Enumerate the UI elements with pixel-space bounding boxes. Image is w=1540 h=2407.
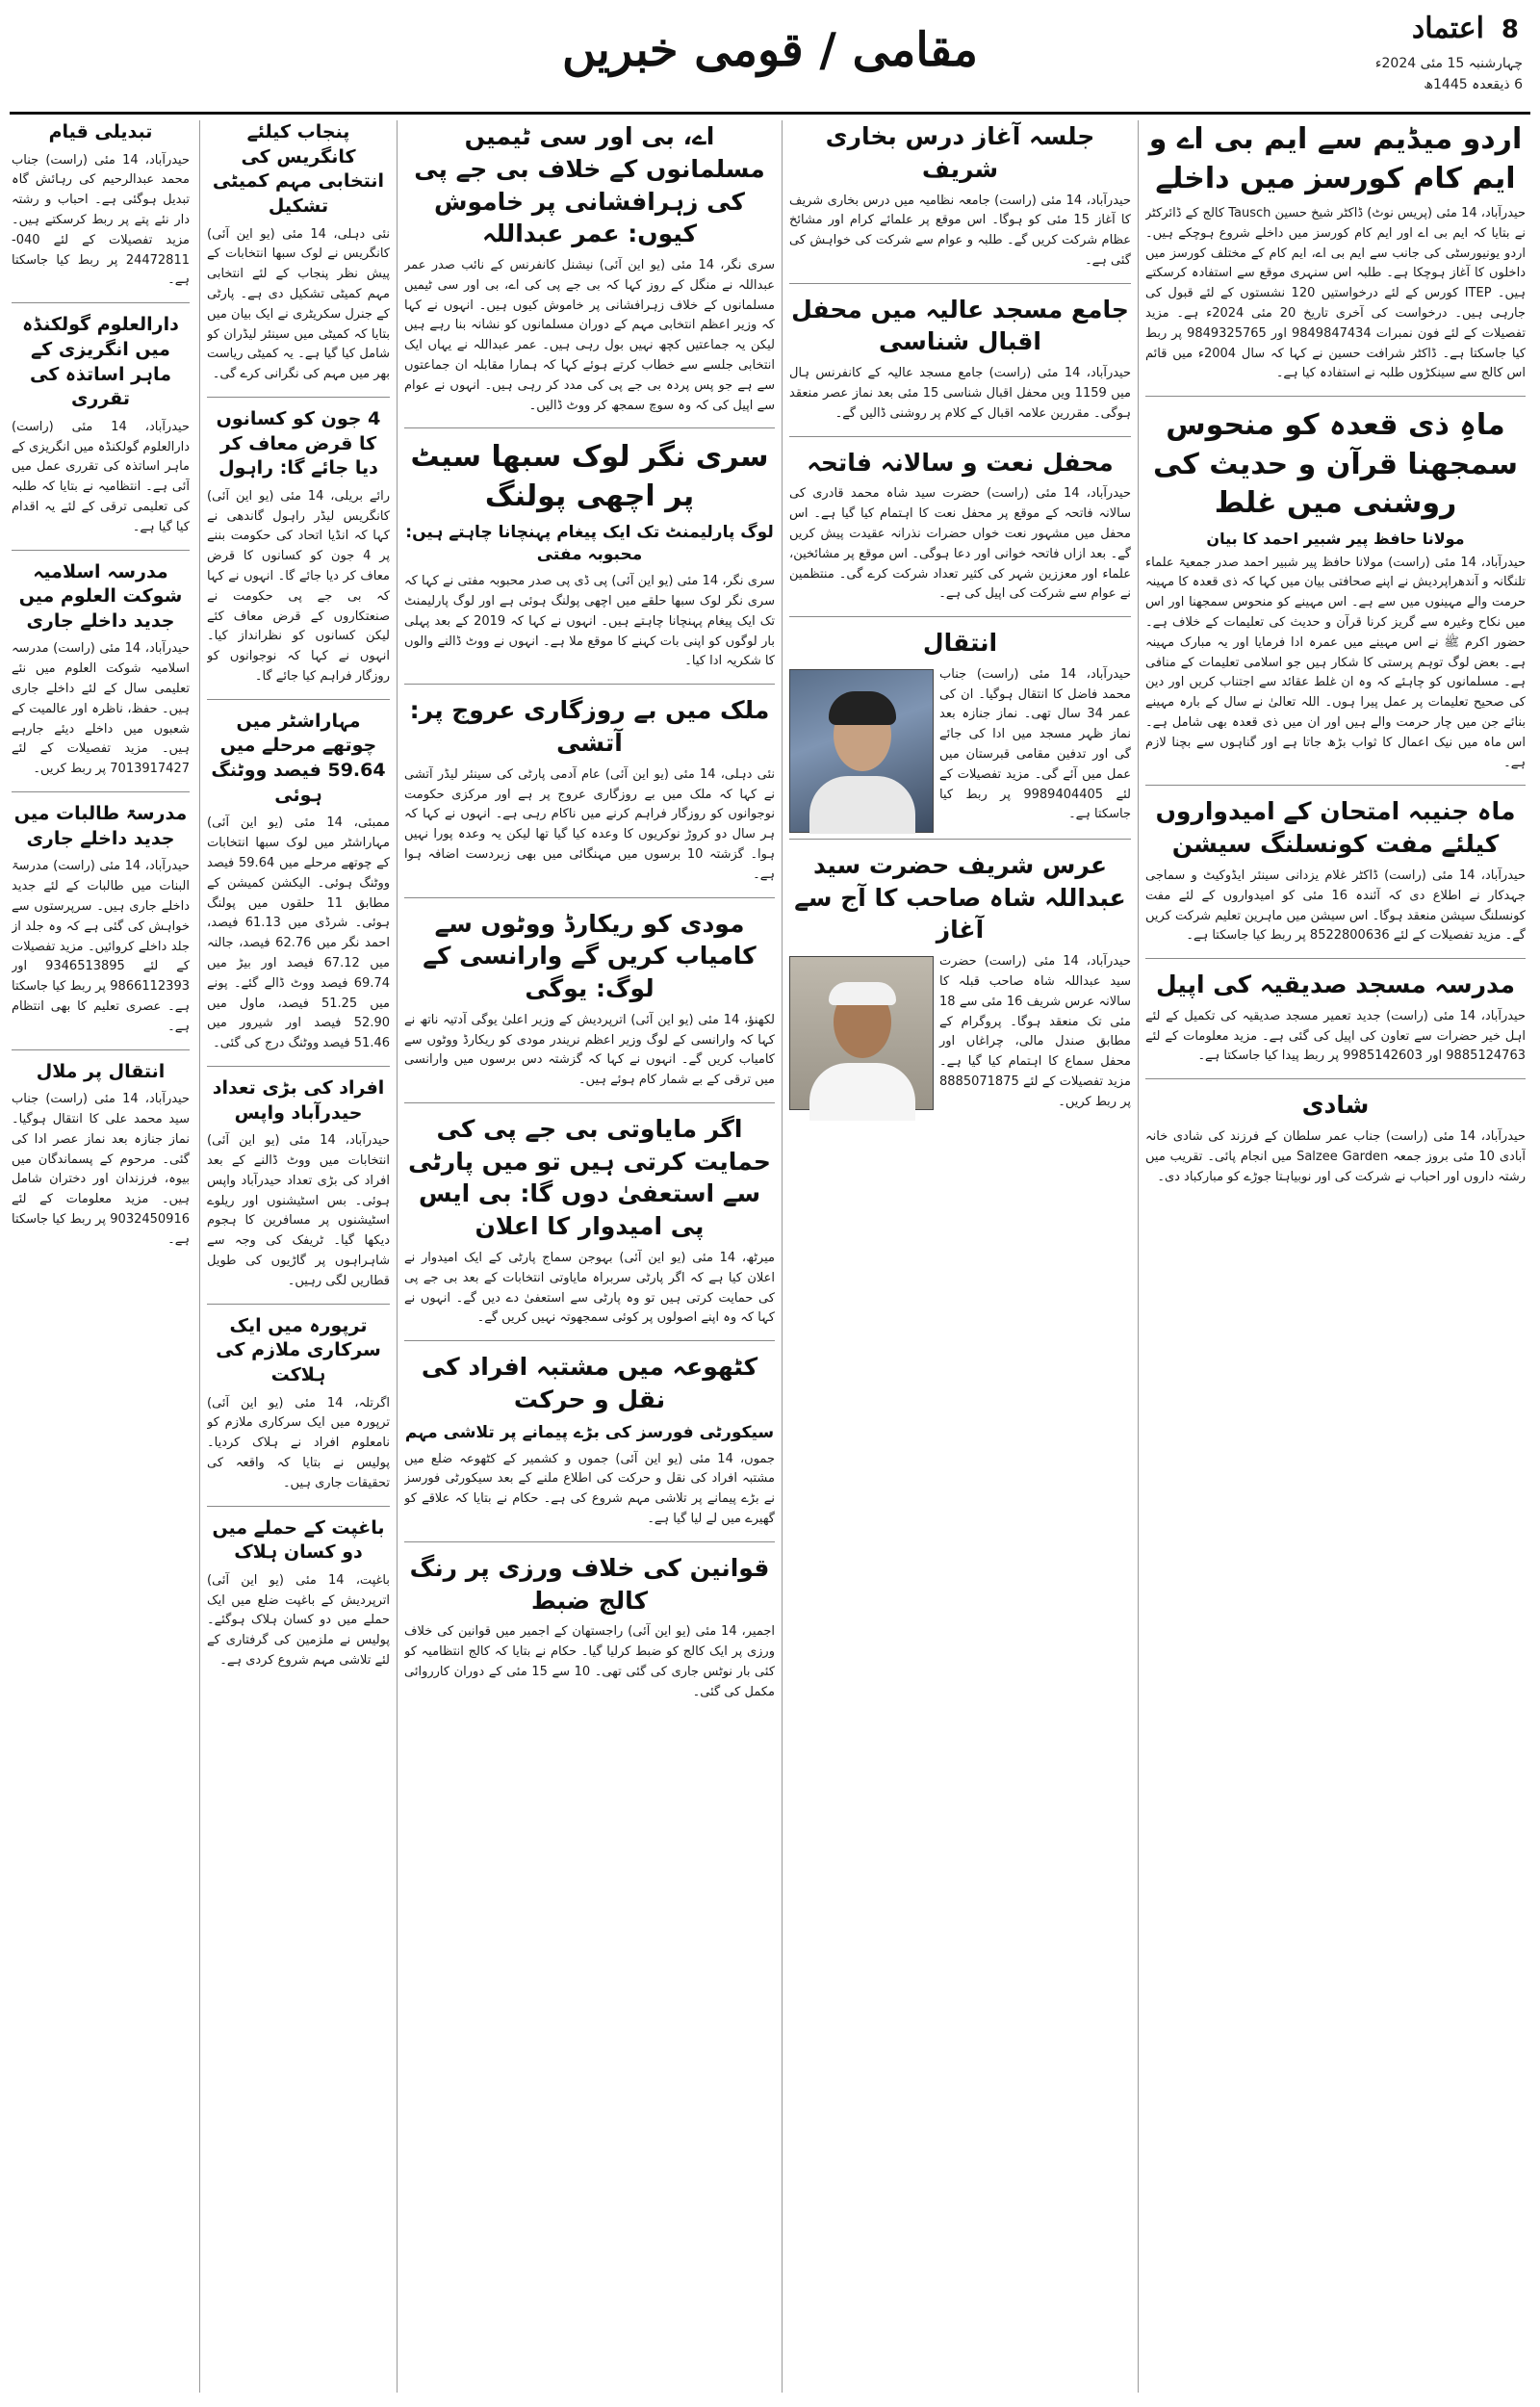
article-headline: انتقال — [922, 629, 998, 658]
article — [404, 1552, 775, 1703]
divider — [12, 550, 190, 551]
article-body: لکھنؤ، 14 مئی (یو این آئی) اترپردیش کے وزیر اعلیٰ یوگی آدتیہ ناتھ نے کہا کہ وارانسی کے لوگ وزیر اعظم نریندر مودی کو ریکارڈ ووٹوں سے کامیاب کریں گے۔ انہوں نے کہا کہ گزشتہ دس برسوں میں وارانسی میں ترقی کے بے شمار کام ہوئے ہیں۔ — [404, 1012, 775, 1088]
divider — [404, 897, 775, 898]
column-2 — [789, 120, 1131, 1124]
article-body: حیدرآباد، 14 مئی (راست) مدرسہ اسلامیہ شوکت العلوم میں نئے تعلیمی سال کے لئے داخلے جاری ہیں۔ حفظ، ناظرہ اور عالمیت کے شعبوں میں داخلے دیئے جارہے ہیں۔ مزید تفصیلات کے لئے 7013917427 پر ربط کریں۔ — [12, 641, 190, 777]
article-headline: انتقال پر ملال — [36, 1060, 166, 1082]
masthead-rule — [10, 112, 1530, 115]
article — [1145, 120, 1526, 384]
column-rule — [199, 120, 200, 2393]
photo-figure-hair — [829, 982, 896, 1005]
date-hijri: 6 ذیقعدہ 1445ھ — [1424, 77, 1523, 92]
article-body: جموں، 14 مئی (یو این آئی) جموں و کشمیر کے کٹھوعہ ضلع میں مشتبہ افراد کی نقل و حرکت کی اطلاع ملنے کے بعد سیکورٹی فورسز نے بڑے پیمانے پر تلاشی مہم شروع کی ہے۔ حکام نے بتایا کہ علاقے کو گھیرے میں لے لیا گیا ہے۔ — [404, 1451, 775, 1526]
article — [207, 407, 390, 687]
article — [404, 120, 775, 416]
article-headline: 4 جون کو کسانوں کا قرض معاف کر دیا جائے گا: راہول — [216, 407, 381, 479]
divider — [789, 839, 1131, 840]
article-headline: مہاراشٹر میں چوتھے مرحلے میں 59.64 فیصد ووٹنگ ہوئی — [211, 710, 386, 806]
article-body: حیدرآباد، 14 مئی (راست) ڈاکٹر غلام یزدانی سینئر ایڈوکیٹ و سماجی جہدکار نے اطلاع دی کہ آئندہ 16 مئی کو امیدواروں کے لئے مفت کونسلنگ سیشن منعقد ہوگا۔ اس سیشن میں ماہرین تعلیم شرکت کریں گے۔ مزید تفصیلات کے لئے 8522800636 پر ربط کیا جاسکتا ہے۔ — [1145, 867, 1526, 944]
urs-photo — [789, 956, 934, 1110]
divider — [1145, 1078, 1526, 1079]
article — [207, 1314, 390, 1494]
article-body: رائے بریلی، 14 مئی (یو این آئی) کانگریس لیڈر راہول گاندھی نے کہا کہ انڈیا اتحاد کی حکومت بننے پر 4 جون کو کسانوں کا قرض معاف کر دیا جائے گا۔ انہوں نے کہا کہ بی جے پی حکومت نے صنعتکاروں کے قرض معاف کئے لیکن کسانوں کو نظرانداز کیا۔ انہوں نے کہا کہ نوجوانوں کو روزگار فراہم کیا جائے گا۔ — [207, 488, 390, 685]
divider — [789, 283, 1131, 284]
article-body: سری نگر، 14 مئی (یو این آئی) پی ڈی پی صدر محبوبہ مفتی نے کہا کہ سری نگر لوک سبھا حلقے میں اچھی پولنگ ہوئی ہے اور لوگ پارلیمنٹ تک ایک پیغام پہنچانا چاہتے ہیں۔ انہوں نے کہا کہ 2019 کے بعد پہلی بار لوگوں کو اپنی بات کہنے کا موقع ملا ہے۔ انہوں نے ووٹ ڈالنے والوں کا شکریہ ادا کیا۔ — [404, 574, 775, 669]
date-gregorian: چہارشنبہ 15 مئی 2024ء — [1374, 56, 1523, 71]
article — [1145, 1089, 1526, 1187]
article-headline: اے، بی اور سی ٹیمیں مسلمانوں کے خلاف بی جے پی کی زہرافشانی پر خاموش کیوں: عمر عبداللہ — [414, 122, 765, 248]
article-headline: جلسہ آغاز درس بخاری شریف — [825, 122, 1095, 183]
article-subhead: لوگ پارلیمنٹ تک ایک پیغام پہنچانا چاہتے ہیں: محبوبہ مفتی — [405, 523, 774, 565]
masthead — [10, 10, 1530, 116]
article-headline: دارالعلوم گولکنڈہ میں انگریزی کے ماہر اساتذہ کی تقرری — [22, 314, 179, 410]
article — [789, 627, 1131, 825]
article-headline: محفل نعت و سالانہ فاتحہ — [807, 448, 1114, 477]
article — [12, 802, 190, 1037]
article-body: نئی دہلی، 14 مئی (یو این آئی) کانگریس نے لوک سبھا انتخابات کے پیش نظر پنجاب کے لئے انتخابی مہم کمیٹی تشکیل دی ہے۔ پارٹی کے جنرل سکریٹری نے ایک بیان میں بتایا کہ کمیٹی میں سینئر لیڈران کو شامل کیا گیا ہے۔ یہ کمیٹی ریاست بھر میں مہم کی نگرانی کرے گی۔ — [207, 226, 390, 382]
article-body: حیدرآباد، 14 مئی (پریس نوٹ) ڈاکٹر شیخ حسین Tausch کالج کے ڈائرکٹر نے بتایا کہ ایم بی اے اور ایم کام کورسز میں داخلے شروع ہوچکے ہیں۔ اردو یونیورسٹی کی جانب سے ایم بی اے، ایم کام کے مختلف کورسز میں داخلوں کا آغاز ہوچکا ہے۔ طلبہ اس سنہری موقع سے استفادہ کرسکتے ہیں۔ ITEP کورس کے لئے درخواستیں 120 نشستوں کے لئے قبول کی جارہی ہیں۔ درخواست کی آخری تاریخ 20 مئی 2024ء ہے۔ مزید تفصیلات کے لئے فون نمبرات 9849847434 اور 9849325765 پر ربط کیا جاسکتا ہے۔ ڈاکٹر شرافت حسین نے کہا کہ سال 2004ء میں قائم اس کالج سے سینکڑوں طلبہ نے استفادہ کیا ہے۔ — [1145, 206, 1526, 381]
article-body: میرٹھ، 14 مئی (یو این آئی) بہوجن سماج پارٹی کے ایک امیدوار نے اعلان کیا ہے کہ اگر پارٹی سربراہ مایاوتی انتخابات کے بعد بی جے پی کی حمایت کرتی ہیں تو وہ پارٹی سے استعفیٰ دے دیں گے۔ انہوں نے کہا کہ وہ اپنے اصولوں پر کوئی سمجھوتہ نہیں کریں گے۔ — [404, 1250, 775, 1326]
article — [789, 447, 1131, 606]
article-headline: باغپت کے حملے میں دو کسان ہلاک — [212, 1516, 385, 1564]
article — [207, 1516, 390, 1671]
article-body: حیدرآباد، 14 مئی (راست) جناب عمر سلطان کے فرزند کی شادی خانہ آبادی 10 مئی بروز جمعہ Salzee Garden میں انجام پائی۔ تقریب میں رشتہ داروں اور احباب نے شرکت کی اور نوبیاہتا جوڑے کو مبارکباد دی۔ — [1145, 1129, 1526, 1184]
article-headline: ماہِ ذی قعدہ کو منحوس سمجھنا قرآن و حدیث کی روشنی میں غلط — [1153, 408, 1518, 521]
article-headline: مدرسہ مسجد صدیقیہ کی اپیل — [1156, 971, 1515, 999]
article — [789, 294, 1131, 425]
article-headline: اگر مایاوتی بی جے پی کی حمایت کرتی ہیں تو میں پارٹی سے استعفیٰ دوں گا: بی ایس پی امیدوار کا اعلان — [408, 1114, 771, 1241]
article-byline: مولانا حافظ پیر شبیر احمد کا بیان — [1206, 529, 1465, 548]
divider — [789, 436, 1131, 437]
article-body: ممبئی، 14 مئی (یو این آئی) مہاراشٹر میں لوک سبھا انتخابات کے چوتھے مرحلے میں 59.64 فیصد ووٹنگ ہوئی۔ الیکشن کمیشن کے مطابق 11 حلقوں میں پولنگ ہوئی۔ شرڈی میں 61.13 فیصد، احمد نگر میں 62.76 فیصد، جالنہ میں 67.12 فیصد اور بیڑ میں 69.74 فیصد ووٹ ڈالے گئے۔ پونے میں 51.25 فیصد، ماول میں 52.90 فیصد اور شیرور میں 51.46 فیصد ووٹنگ درج کی گئی۔ — [207, 815, 390, 1051]
article — [207, 710, 390, 1054]
article-body: سری نگر، 14 مئی (یو این آئی) نیشنل کانفرنس کے نائب صدر عمر عبداللہ نے منگل کے روز کہا کہ بی جے پی کی اے، بی اور سی ٹیمیں مسلمانوں کے خلاف زہرافشانی پر خاموش کیوں ہیں۔ انہوں نے کہا کہ وزیر اعظم انتخابی مہم کے دوران مسلمانوں کو نشانہ بنا رہے ہیں لیکن یہ جماعتیں کچھ نہیں بول رہی ہیں۔ عمر عبداللہ نے یہاں ایک انتخابی جلسے سے خطاب کرتے ہوئے کہا کہ ہمارا مقابلہ ان جماعتوں سے ہے جو پس پردہ بی جے پی کی مدد کر رہی ہیں۔ انہوں نے عوام سے اپیل کی کہ وہ سوچ سمجھ کر ووٹ ڈالیں۔ — [404, 258, 775, 413]
article-headline: اردو میڈیم سے ایم بی اے و ایم کام کورسز میں داخلے — [1148, 122, 1523, 195]
article-body: حیدرآباد، 14 مئی (راست) جناب محمد فاضل کا انتقال ہوگیا۔ ان کی عمر 34 سال تھی۔ نماز جنازہ بعد نماز ظہر مسجد میں ادا کی جائے گی اور تدفین مقامی قبرستان میں عمل میں آئے گی۔ مزید تفصیلات کے لئے 9989404405 پر ربط کیا جاسکتا ہے۔ — [939, 666, 1131, 822]
column-4 — [207, 120, 390, 1683]
section-title: مقامی / قومی خبریں — [562, 23, 978, 77]
article-headline: کٹھوعہ میں مشتبہ افراد کی نقل و حرکت — [421, 1353, 758, 1413]
article-subhead: سیکورٹی فورسز کی بڑے پیمانے پر تلاشی مہم — [404, 1422, 775, 1442]
article-body: حیدرآباد، 14 مئی (راست) مدرسۃ البنات میں طالبات کے لئے جدید داخلے جاری ہیں۔ سرپرستوں سے خواہش کی گئی ہے کہ وہ جلد از جلد داخلے کروائیں۔ مزید تفصیلات کے لئے 9346513895 اور 9866112393 پر ربط کیا جاسکتا ہے۔ عصری تعلیم کا بھی انتظام ہے۔ — [12, 859, 190, 1034]
divider — [404, 684, 775, 685]
article-headline: مدرسۃ طالبات میں جدید داخلے جاری — [13, 803, 188, 849]
article — [404, 908, 775, 1091]
divider — [12, 302, 190, 303]
article-headline: پنجاب کیلئے کانگریس کی انتخابی مہم کمیٹی تشکیل — [212, 121, 385, 217]
article-headline: مودی کو ریکارڈ ووٹوں سے کامیاب کریں گے وارانسی کے لوگ: یوگی — [423, 909, 757, 1003]
photo-figure-shirt — [809, 1063, 915, 1121]
article-headline: جامع مسجد عالیہ میں محفل اقبال شناسی — [791, 295, 1129, 356]
divider — [207, 1506, 390, 1507]
article — [789, 849, 1131, 1113]
article — [404, 1351, 775, 1530]
article — [207, 1076, 390, 1292]
obituary-photo — [789, 669, 934, 833]
divider — [404, 427, 775, 428]
divider — [12, 1049, 190, 1050]
article-body: حیدرآباد، 14 مئی (راست) حضرت سید شاہ محمد قادری کی سالانہ فاتحہ کے موقع پر محفل نعت کا اہتمام کیا گیا ہے۔ اس محفل میں مشہور نعت خواں حضرات نذرانہ عقیدت پیش کریں گے۔ بعد ازاں فاتحہ خوانی اور دعا ہوگی۔ اس موقع پر مشائخین، علماء اور معززین شہر کی کثیر تعداد شرکت کرے گی۔ منتظمین نے عوام سے شرکت کی اپیل کی ہے۔ — [789, 486, 1131, 602]
article-body: حیدرآباد، 14 مئی (راست) جامع مسجد عالیہ کے کانفرنس ہال میں 1159 ویں محفل اقبال شناسی 15 مئی بعد نماز عصر منعقد ہوگی۔ مقررین علامہ اقبال کے کلام پر روشنی ڈالیں گے۔ — [789, 366, 1131, 421]
article — [404, 694, 775, 885]
divider — [207, 397, 390, 398]
article-headline: قوانین کی خلاف ورزی پر رنگ کالج ضبط — [409, 1553, 770, 1615]
article-headline: عرس شریف حضرت سید عبداللہ شاہ صاحب کا آج سے آغاز — [794, 850, 1126, 945]
article — [1145, 795, 1526, 946]
article-body: حیدرآباد، 14 مئی (راست) حضرت سید عبداللہ شاہ صاحب قبلہ کا سالانہ عرس شریف 16 مئی سے 18 مئی تک منعقد ہوگا۔ پروگرام کے مطابق صندل مالی، چراغاں اور محفل سماع کا اہتمام کیا گیا ہے۔ مزید تفصیلات کے لئے 8885071875 پر ربط کریں۔ — [939, 954, 1131, 1109]
article — [207, 120, 390, 385]
divider — [12, 791, 190, 792]
article-headline: شادی — [1301, 1091, 1370, 1120]
column-1 — [1145, 120, 1526, 1199]
divider — [404, 1102, 775, 1103]
article — [404, 1113, 775, 1329]
article — [12, 313, 190, 537]
article-body: اگرتلہ، 14 مئی (یو این آئی) ترپورہ میں ایک سرکاری ملازم کو نامعلوم افراد نے ہلاک کردیا۔ پولیس نے بتایا کہ واقعہ کی تحقیقات جاری ہیں۔ — [207, 1395, 390, 1490]
divider — [404, 1340, 775, 1341]
article-headline: ماہ جنیبہ امتحان کے امیدواروں کیلئے مفت کونسلنگ سیشن — [1155, 797, 1516, 859]
article — [789, 120, 1131, 272]
article — [1145, 406, 1526, 773]
article — [12, 560, 190, 781]
divider — [207, 699, 390, 700]
photo-figure-hair — [829, 691, 896, 725]
article — [12, 1060, 190, 1251]
divider — [404, 1541, 775, 1542]
article-body: حیدرآباد، 14 مئی (یو این آئی) انتخابات میں ووٹ ڈالنے کے بعد افراد کی بڑی تعداد حیدرآباد واپس ہوئی۔ بس اسٹیشنوں اور ریلوے اسٹیشنوں پر مسافرین کا ہجوم دیکھا گیا۔ ٹریفک کی وجہ سے شاہراہوں پر گاڑیوں کی طویل قطاریں لگی رہیں۔ — [207, 1133, 390, 1288]
column-rule — [1138, 120, 1139, 2393]
article-body: حیدرآباد، 14 مئی (راست) جناب سید محمد علی کا انتقال ہوگیا۔ نماز جنازہ بعد نماز عصر ادا کی گئی۔ مرحوم کے پسماندگان میں بیوہ، فرزندان اور دختران شامل ہیں۔ مزید معلومات کے لئے 9032450916 پر ربط کیا جاسکتا ہے۔ — [12, 1092, 190, 1247]
article-body: حیدرآباد، 14 مئی (راست) جناب محمد عبدالرحیم کی رہائش گاہ تبدیل ہوگئی ہے۔ احباب و رشتہ دار نئے پتے پر ربط کرسکتے ہیں۔ مزید تفصیلات کے لئے 040-24472811 پر ربط کیا جاسکتا ہے۔ — [12, 152, 190, 288]
article-body: باغپت، 14 مئی (یو این آئی) اترپردیش کے باغپت ضلع میں ایک حملے میں دو کسان ہلاک ہوگئے۔ پولیس نے ملزمین کی گرفتاری کے لئے تلاشی مہم شروع کردی ہے۔ — [207, 1572, 390, 1668]
page-number: 8 — [1501, 15, 1519, 44]
article-body: حیدرآباد، 14 مئی (راست) مولانا حافظ پیر شبیر احمد صدر جمعیۃ علماء تلنگانہ و آندھراپردیش نے اپنے صحافتی بیان میں کہا کہ ذی قعدہ کا مہینہ حرمت والے مہینوں میں سے ہے۔ اس مہینے کو منحوس سمجھنا اور اس میں نکاح وغیرہ سے گریز کرنا قرآن و حدیث کی تعلیمات کے خلاف ہے۔ حضور اکرم ﷺ نے اس مہینے میں عمرہ ادا فرمایا اور یہ مبارک مہینہ ہے۔ بعض لوگ توہم پرستی کا شکار ہیں جو اسلامی تعلیمات کے منافی ہے۔ مسلمانوں کو چاہئے کہ وہ ان غلط عقائد سے اجتناب کریں اور دین کی صحیح تعلیمات پر عمل پیرا ہوں۔ اللہ تعالیٰ نے سال کے بارہ مہینے بنائے جن میں چار حرمت والے ہیں اور ان میں ذی قعدہ بھی شامل ہے۔ اس ماہ میں نیک اعمال کا ثواب بڑھ جاتا ہے اور گناہوں سے بچنا لازم ہے۔ — [1145, 555, 1526, 770]
divider — [1145, 785, 1526, 786]
column-3 — [404, 120, 775, 1714]
article — [1145, 969, 1526, 1067]
article-body: نئی دہلی، 14 مئی (یو این آئی) عام آدمی پارٹی کی سینئر لیڈر آتشی نے کہا کہ ملک میں بے روزگاری عروج پر ہے اور مرکزی حکومت نوجوانوں کو روزگار فراہم کرنے میں ناکام رہی ہے۔ انہوں نے کہا کہ ہر سال دو کروڑ نوکریوں کا وعدہ کیا گیا تھا لیکن یہ وعدہ پورا نہیں ہوا۔ گزشتہ 10 برسوں میں مہنگائی میں بھی زبردست اضافہ ہوا ہے۔ — [404, 766, 775, 882]
divider — [789, 616, 1131, 617]
column-5 — [12, 120, 190, 1262]
divider — [1145, 396, 1526, 397]
column-rule — [782, 120, 783, 2393]
article-headline: سری نگر لوک سبھا سیٹ پر اچھی پولنگ — [410, 440, 769, 513]
divider — [1145, 958, 1526, 959]
article — [12, 120, 190, 291]
article — [404, 438, 775, 672]
article-headline: ترپورہ میں ایک سرکاری ملازم کی ہلاکت — [216, 1314, 381, 1385]
article-headline: افراد کی بڑی تعداد حیدرآباد واپس — [212, 1076, 385, 1124]
article-body: حیدرآباد، 14 مئی (راست) جدید تعمیر مسجد صدیقیہ کی تکمیل کے لئے اہل خیر حضرات سے تعاون کی اپیل کی گئی ہے۔ مزید معلومات کے لئے 9885124763 اور 9985142603 پر ربط پیدا کیا جاسکتا ہے۔ — [1145, 1008, 1526, 1064]
divider — [207, 1304, 390, 1305]
column-rule — [397, 120, 398, 2393]
article-headline: مدرسہ اسلامیہ شوکت العلوم میں جدید داخلے جاری — [18, 560, 183, 632]
article-headline: تبدیلی قیام — [48, 121, 153, 142]
photo-figure-shirt — [809, 776, 915, 834]
article-headline: ملک میں بے روزگاری عروج پر: آتشی — [409, 696, 770, 757]
article-body: حیدرآباد، 14 مئی (راست) جامعہ نظامیہ میں درس بخاری شریف کا آغاز 15 مئی کو ہوگا۔ اس موقع پر علمائے کرام اور مشائخ عظام شرکت کریں گے۔ طلبہ و عوام سے شرکت کی خواہش کی گئی ہے۔ — [789, 193, 1131, 268]
article-body: حیدرآباد، 14 مئی (راست) دارالعلوم گولکنڈہ میں انگریزی کے ماہر اساتذہ کی تقرری عمل میں آئی ہے۔ انتظامیہ نے بتایا کہ طلبہ کی تعلیمی ترقی کے لئے یہ اقدام کیا گیا ہے۔ — [12, 419, 190, 534]
article-body: اجمیر، 14 مئی (یو این آئی) راجستھان کے اجمیر میں قوانین کی خلاف ورزی پر ایک کالج کو ضبط کرلیا گیا۔ حکام نے بتایا کہ کالج انتظامیہ کو کئی بار نوٹس جاری کی گئی تھی۔ 10 سے 15 مئی کے دوران کارروائی مکمل کی گئی۔ — [404, 1624, 775, 1699]
divider — [207, 1066, 390, 1067]
paper-name: اعتماد — [1411, 12, 1484, 45]
